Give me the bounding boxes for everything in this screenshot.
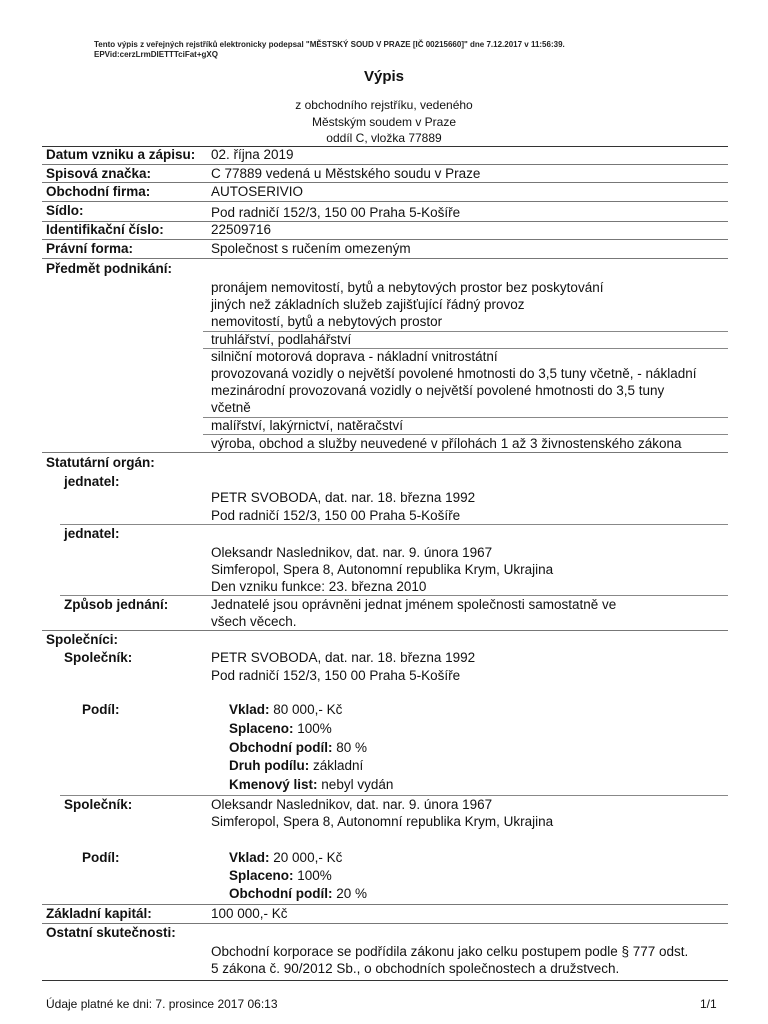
- zpusob-label: Způsob jednání:: [64, 597, 169, 612]
- page-number: 1/1: [700, 997, 717, 1011]
- vklad-row: Vklad: 80 000,- Kč: [229, 702, 343, 717]
- zpusob-line: Jednatelé jsou oprávněni jednat jménem společnosti samostatně ve: [211, 597, 617, 612]
- row-divider: [42, 923, 728, 924]
- spolecnik-line: Simferopol, Spera 8, Autonomní republika Krym, Ukrajina: [211, 814, 554, 829]
- spolecnici-label: Společníci:: [46, 632, 119, 647]
- subtitle-line: z obchodního rejstříku, vedeného: [295, 98, 473, 112]
- row-divider: [42, 239, 728, 240]
- firma-label: Obchodní firma:: [46, 184, 151, 199]
- forma-label: Právní forma:: [46, 241, 134, 256]
- item-divider: [60, 795, 728, 796]
- firma-value: AUTOSERIVIO: [211, 184, 304, 199]
- spolecnik-line: Pod radničí 152/3, 150 00 Praha 5-Košíře: [211, 668, 461, 683]
- jednatel-line: Pod radničí 152/3, 150 00 Praha 5-Košíře: [211, 508, 461, 523]
- predmet-line: nemovitostí, bytů a nebytových prostor: [211, 314, 443, 329]
- jednatel-line: PETR SVOBODA, dat. nar. 18. března 1992: [211, 490, 476, 505]
- row-divider: [42, 258, 728, 259]
- obchodni-podil-row: Obchodní podíl: 20 %: [229, 886, 368, 901]
- predmet-line: silniční motorová doprava - nákladní vnitrostátní: [211, 349, 498, 364]
- predmet-line: truhlářství, podlahářství: [211, 332, 352, 347]
- ostatni-label: Ostatní skutečnosti:: [46, 925, 176, 940]
- jednatel-line: Den vzniku funkce: 23. března 2010: [211, 579, 427, 594]
- spolecnik-line: PETR SVOBODA, dat. nar. 18. března 1992: [211, 650, 476, 665]
- splaceno-row: Splaceno: 100%: [229, 868, 332, 883]
- forma-value: Společnost s ručením omezeným: [211, 241, 411, 256]
- jednatel-line: Simferopol, Spera 8, Autonomní republika Krym, Ukrajina: [211, 562, 554, 577]
- kapital-value: 100 000,- Kč: [211, 906, 288, 921]
- spisova-value: C 77889 vedená u Městského soudu v Praze: [211, 166, 481, 181]
- signature-epvid: EPVid:cerzLrmDIETTTciFat+gXQ: [94, 50, 218, 59]
- predmet-line: pronájem nemovitostí, bytů a nebytových prostor bez poskytování: [211, 280, 604, 295]
- ico-label: Identifikační číslo:: [46, 222, 164, 237]
- ico-value: 22509716: [211, 222, 272, 237]
- kmenovy-list-row: Kmenový list: nebyl vydán: [229, 777, 394, 792]
- spisova-label: Spisová značka:: [46, 166, 152, 181]
- row-divider: [42, 182, 728, 183]
- predmet-line: včetně: [211, 400, 251, 415]
- spolecnik-line: Oleksandr Naslednikov, dat. nar. 9. února 1967: [211, 797, 493, 812]
- ostatni-line: Obchodní korporace se podřídila zákonu jako celku postupem podle § 777 odst.: [211, 944, 689, 959]
- row-divider: [42, 201, 728, 202]
- splaceno-row: Splaceno: 100%: [229, 721, 332, 736]
- predmet-line: výroba, obchod a služby neuvedené v přílohách 1 až 3 živnostenského zákona: [211, 436, 682, 451]
- predmet-line: jiných než základních služeb zajišťující řádný provoz: [211, 297, 525, 312]
- datum-label: Datum vzniku a zápisu:: [46, 147, 196, 162]
- zpusob-line: všech věcech.: [211, 614, 297, 629]
- row-divider: [42, 630, 728, 631]
- podil-label: Podíl:: [82, 850, 120, 865]
- spolecnik-label: Společník:: [64, 797, 133, 812]
- podil-label: Podíl:: [82, 702, 120, 717]
- page-title: Výpis: [363, 68, 405, 85]
- item-divider: [60, 595, 728, 596]
- predmet-line: mezinárodní provozovaná vozidly o největší povolené hmotnosti do 3,5 tuny: [211, 383, 665, 398]
- jednatel-label: jednatel:: [64, 526, 120, 541]
- item-divider: [60, 524, 728, 525]
- subtitle-line: oddíl C, vložka 77889: [326, 131, 442, 145]
- statutarni-label: Statutární orgán:: [46, 455, 155, 470]
- subtitle-line: Městským soudem v Praze: [311, 115, 457, 129]
- row-divider: [42, 904, 728, 905]
- predmet-line: provozovaná vozidly o největší povolené hmotnosti do 3,5 tuny včetně, - nákladní: [211, 366, 697, 381]
- jednatel-label: jednatel:: [64, 474, 120, 489]
- row-divider: [42, 164, 728, 165]
- vklad-row: Vklad: 20 000,- Kč: [229, 850, 343, 865]
- sidlo-value: Pod radničí 152/3, 150 00 Praha 5-Košíře: [211, 205, 461, 220]
- predmet-line: malířství, lakýrnictví, natěračství: [211, 418, 404, 433]
- obchodni-podil-row: Obchodní podíl: 80 %: [229, 740, 368, 755]
- row-divider: [42, 980, 728, 981]
- datum-value: 02. října 2019: [211, 147, 294, 162]
- spolecnik-label: Společník:: [64, 650, 133, 665]
- predmet-label: Předmět podnikání:: [46, 261, 173, 276]
- kapital-label: Základní kapitál:: [46, 906, 152, 921]
- sidlo-label: Sídlo:: [46, 203, 84, 218]
- item-divider: [203, 434, 728, 435]
- ostatni-line: 5 zákona č. 90/2012 Sb., o obchodních společnostech a družstvech.: [211, 961, 620, 976]
- footer-date: Údaje platné ke dni: 7. prosince 2017 06:13: [46, 997, 278, 1011]
- row-divider: [42, 452, 728, 453]
- signature-note: Tento výpis z veřejných rejstříků elektronicky podepsal "MĚSTSKÝ SOUD V PRAZE [IČ 00215660]" dne 7.12.2017 v 11:56:39.: [94, 40, 565, 49]
- druh-podilu-row: Druh podílu: základní: [229, 758, 364, 773]
- jednatel-line: Oleksandr Naslednikov, dat. nar. 9. února 1967: [211, 545, 493, 560]
